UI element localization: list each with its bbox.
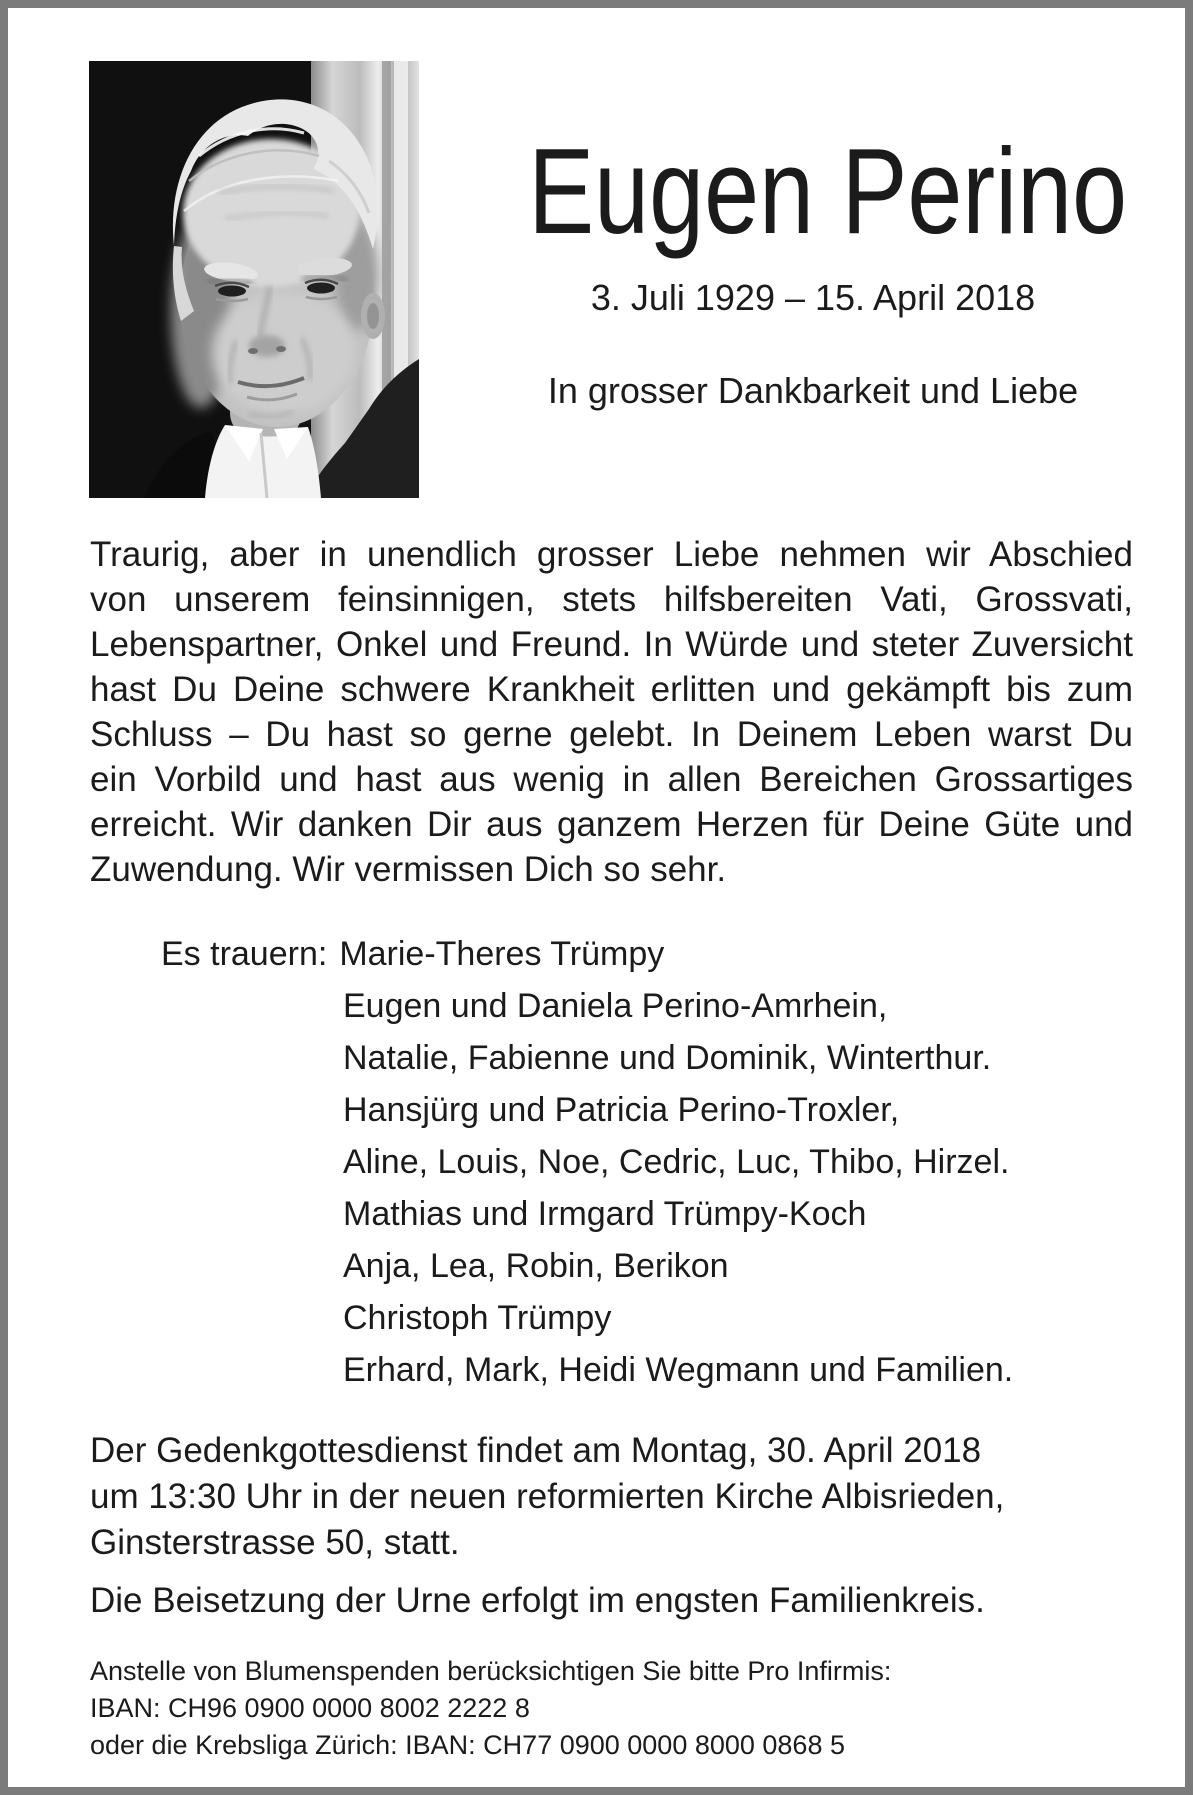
mourner-name-9: Erhard, Mark, Heidi Wegmann und Familien. — [343, 1351, 1014, 1389]
service-line-3: Ginsterstrasse 50, statt. — [90, 1523, 460, 1562]
dedication-line: In grosser Dankbarkeit und Liebe — [547, 370, 1079, 411]
donation-line-1: Anstelle von Blumenspenden berücksichtigen Sie bitte Pro Infirmis: — [90, 1656, 892, 1686]
burial-info: Die Beisetzung der Urne erfolgt im engsten Familienkreis. — [90, 1581, 985, 1620]
service-line-1: Der Gedenkgottesdienst findet am Montag, 30. April 2018 — [90, 1431, 982, 1470]
obituary-line-6: ein Vorbild und hast aus wenig in allen Bereichen Grossartiges — [90, 760, 1133, 799]
obituary-text — [90, 532, 1133, 892]
obituary-line-4: hast Du Deine schwere Krankheit erlitten und gekämpft bis zum — [90, 670, 1133, 709]
obituary-line-8: Zuwendung. Wir vermissen Dich so sehr. — [90, 850, 727, 889]
mourner-name-7: Anja, Lea, Robin, Berikon — [343, 1247, 729, 1285]
mourner-name-3: Natalie, Fabienne und Dominik, Winterthur. — [343, 1039, 992, 1077]
life-dates: 3. Juli 1929 – 15. April 2018 — [590, 277, 1036, 318]
service-info — [90, 1428, 1140, 1566]
mourner-name-5: Aline, Louis, Noe, Cedric, Luc, Thibo, Hirzel. — [343, 1143, 1010, 1181]
donation-line-2: IBAN: CH96 0900 0000 8002 2222 8 — [90, 1693, 530, 1723]
mourners-list — [161, 928, 1141, 1396]
obituary-line-1: Traurig, aber in unendlich grosser Liebe nehmen wir Abschied — [90, 535, 1133, 574]
obituary-line-2: von unserem feinsinnigen, stets hilfsbereiten Vati, Grossvati, — [90, 580, 1133, 619]
obituary-line-7: erreicht. Wir danken Dir aus ganzem Herzen für Deine Güte und — [90, 805, 1133, 844]
donation-line-3: oder die Krebsliga Zürich: IBAN: CH77 0900 0000 8000 0868 5 — [90, 1730, 845, 1760]
mourners-label: Es trauern: — [161, 935, 328, 973]
portrait-illustration — [89, 61, 419, 498]
portrait-photo — [89, 61, 419, 498]
mourner-name-4: Hansjürg und Patricia Perino-Troxler, — [343, 1091, 900, 1129]
mourner-name-8: Christoph Trümpy — [343, 1299, 612, 1337]
mourner-name-6: Mathias und Irmgard Trümpy-Koch — [343, 1195, 867, 1233]
mourners-first-line — [161, 928, 1141, 980]
donation-info — [90, 1653, 1140, 1764]
page-title — [458, 123, 1168, 259]
mourner-name-1: Marie-Theres Trümpy — [339, 935, 665, 973]
obituary-line-5: Schluss – Du hast so gerne gelebt. In Deinem Leben warst Du — [90, 715, 1133, 754]
service-line-2: um 13:30 Uhr in der neuen reformierten Kirche Albisrieden, — [90, 1477, 1005, 1516]
deceased-name: Eugen Perino — [528, 123, 1128, 259]
obituary-line-3: Lebenspartner, Onkel und Freund. In Würde und steter Zuversicht — [90, 625, 1133, 664]
mourner-name-2: Eugen und Daniela Perino-Amrhein, — [343, 987, 888, 1025]
